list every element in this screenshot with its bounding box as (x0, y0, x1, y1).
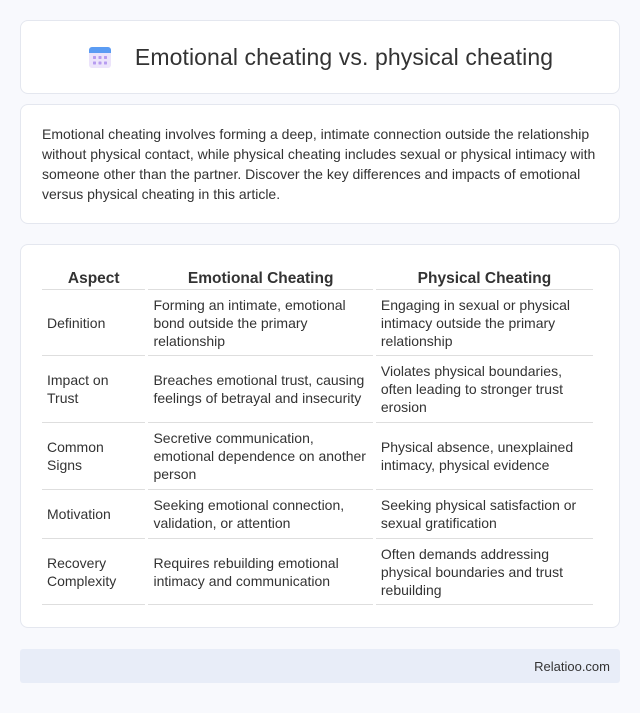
header-emotional-cheating: Emotional Cheating (148, 265, 372, 290)
intro-card (20, 104, 620, 224)
row-aspect: Recovery Complexity (42, 539, 145, 605)
row-aspect: Common Signs (42, 423, 145, 490)
table-row (42, 290, 593, 356)
footer-brand[interactable]: Relatioo.com (534, 658, 610, 674)
row-physical: Seeking physical satisfaction or sexual gratification (376, 490, 593, 539)
header-aspect: Aspect (42, 265, 145, 290)
row-emotional: Seeking emotional connection, validation, or attention (148, 490, 372, 539)
row-physical: Often demands addressing physical boundaries and trust rebuilding (376, 539, 593, 605)
comparison-table-card (20, 244, 620, 628)
row-emotional: Breaches emotional trust, causing feelings of betrayal and insecurity (148, 356, 372, 423)
title-wrap (87, 44, 553, 71)
table-header-row (42, 265, 593, 290)
intro-paragraph: Emotional cheating involves forming a deep, intimate connection outside the relationship without physical contact, while physical cheating includes sexual or physical intimacy with someone other than the partner. Discover the key differences and impacts of emotional versus physical cheating in this article. (42, 126, 596, 202)
footer (20, 649, 620, 683)
table-row (42, 539, 593, 605)
row-emotional: Forming an intimate, emotional bond outside the primary relationship (148, 290, 372, 356)
table-row (42, 423, 593, 490)
row-physical: Engaging in sexual or physical intimacy outside the primary relationship (376, 290, 593, 356)
row-physical: Violates physical boundaries, often leading to stronger trust erosion (376, 356, 593, 423)
page-title: Emotional cheating vs. physical cheating (134, 43, 554, 70)
table-row (42, 356, 593, 423)
comparison-table (39, 265, 596, 605)
row-physical: Physical absence, unexplained intimacy, physical evidence (376, 423, 593, 490)
title-card (20, 20, 620, 94)
row-aspect: Motivation (42, 490, 145, 539)
row-aspect: Impact on Trust (42, 356, 145, 423)
table-row (42, 490, 593, 539)
calendar-icon (87, 44, 113, 70)
row-emotional: Secretive communication, emotional dependence on another person (148, 423, 372, 490)
header-physical-cheating: Physical Cheating (376, 265, 593, 290)
row-aspect: Definition (42, 290, 145, 356)
row-emotional: Requires rebuilding emotional intimacy and communication (148, 539, 372, 605)
